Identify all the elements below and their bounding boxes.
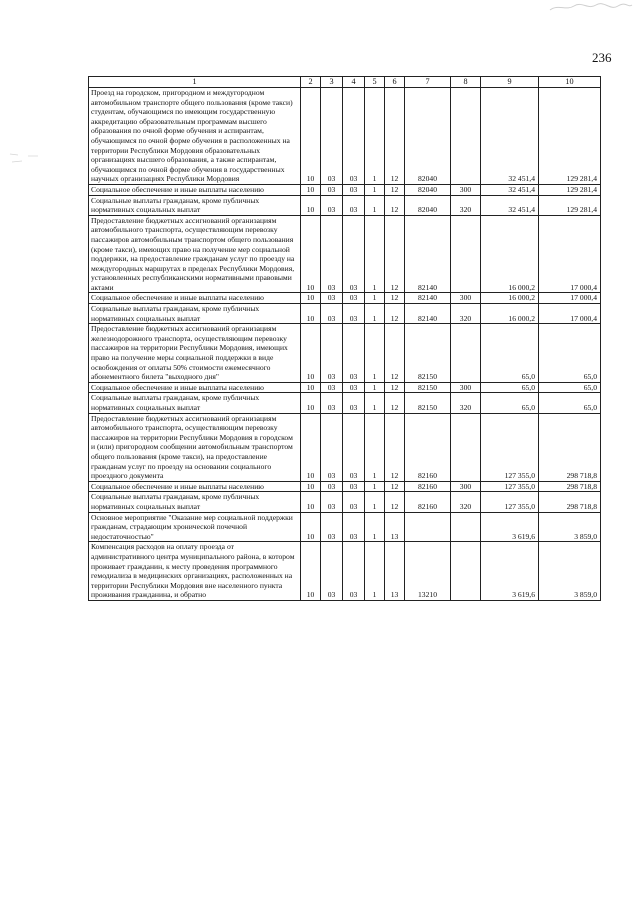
amount-col9-cell: 32 451,4 (481, 88, 539, 185)
col4-cell: 03 (343, 413, 365, 481)
table-body (89, 77, 601, 601)
target-code-cell: 82140 (405, 304, 451, 324)
amount-col9-cell: 32 451,4 (481, 184, 539, 195)
col2-cell: 10 (301, 195, 321, 215)
header-cell: 10 (539, 77, 601, 88)
amount-col10-cell: 17 000,4 (539, 215, 601, 293)
header-cell: 8 (451, 77, 481, 88)
header-cell: 6 (385, 77, 405, 88)
row-name-cell: Основное мероприятие "Оказание мер социальной поддержки гражданам, страдающим хронической почечной недостаточностью" (89, 512, 301, 542)
target-code-cell: 82140 (405, 293, 451, 304)
expense-type-cell (451, 542, 481, 601)
col5-cell: 1 (365, 293, 385, 304)
budget-table (88, 76, 601, 601)
col3-cell: 03 (321, 293, 343, 304)
col2-cell: 10 (301, 393, 321, 413)
row-name-cell: Предоставление бюджетных ассигнований организациям железнодорожного транспорта, осуществляющим перевозку пассажиров на территории Республики Мордовия, имеющих право на получение меры социальной поддержки в виде освобождения от оплаты 50% стоимости ежемесячного абонементного билета "выходного дня" (89, 324, 301, 383)
amount-col10-cell: 65,0 (539, 324, 601, 383)
table-row (89, 512, 601, 542)
expense-type-cell (451, 413, 481, 481)
col4-cell: 03 (343, 88, 365, 185)
header-cell: 7 (405, 77, 451, 88)
target-code-cell: 82160 (405, 481, 451, 492)
row-name-cell: Социальные выплаты гражданам, кроме публичных нормативных социальных выплат (89, 393, 301, 413)
col6-cell: 12 (385, 184, 405, 195)
amount-col9-cell: 16 000,2 (481, 215, 539, 293)
col5-cell: 1 (365, 215, 385, 293)
expense-type-cell: 300 (451, 184, 481, 195)
col5-cell: 1 (365, 382, 385, 393)
table-row (89, 382, 601, 393)
amount-col9-cell: 32 451,4 (481, 195, 539, 215)
row-name-cell: Компенсация расходов на оплату проезда от административного центра муниципального района, в котором проживает гражданин, к месту проведения программного гемодиализа в медицинских организациях, расположенных на территории Республики Мордовия вне населенного пункта проживания гражданина, и обратно (89, 542, 301, 601)
amount-col9-cell: 127 355,0 (481, 492, 539, 512)
expense-type-cell: 320 (451, 492, 481, 512)
col6-cell: 13 (385, 542, 405, 601)
col6-cell: 12 (385, 481, 405, 492)
col4-cell: 03 (343, 492, 365, 512)
expense-type-cell: 320 (451, 304, 481, 324)
col2-cell: 10 (301, 492, 321, 512)
col6-cell: 12 (385, 382, 405, 393)
col2-cell: 10 (301, 215, 321, 293)
amount-col10-cell: 129 281,4 (539, 184, 601, 195)
row-name-cell: Социальные выплаты гражданам, кроме публичных нормативных социальных выплат (89, 304, 301, 324)
target-code-cell: 82150 (405, 382, 451, 393)
margin-marks (8, 150, 58, 166)
row-name-cell: Социальное обеспечение и иные выплаты населению (89, 293, 301, 304)
amount-col10-cell: 129 281,4 (539, 88, 601, 185)
table-row (89, 542, 601, 601)
col2-cell: 10 (301, 481, 321, 492)
col3-cell: 03 (321, 492, 343, 512)
row-name-cell: Социальное обеспечение и иные выплаты населению (89, 184, 301, 195)
col3-cell: 03 (321, 195, 343, 215)
col6-cell: 12 (385, 304, 405, 324)
amount-col10-cell: 17 000,4 (539, 293, 601, 304)
target-code-cell: 82150 (405, 393, 451, 413)
col6-cell: 12 (385, 324, 405, 383)
table-row (89, 184, 601, 195)
col3-cell: 03 (321, 382, 343, 393)
amount-col10-cell: 3 859,0 (539, 512, 601, 542)
col2-cell: 10 (301, 184, 321, 195)
col3-cell: 03 (321, 88, 343, 185)
table-row (89, 304, 601, 324)
col4-cell: 03 (343, 215, 365, 293)
target-code-cell: 82040 (405, 184, 451, 195)
col6-cell: 12 (385, 393, 405, 413)
col6-cell: 12 (385, 215, 405, 293)
expense-type-cell: 300 (451, 382, 481, 393)
row-name-cell: Социальное обеспечение и иные выплаты населению (89, 481, 301, 492)
amount-col10-cell: 129 281,4 (539, 195, 601, 215)
amount-col9-cell: 16 000,2 (481, 304, 539, 324)
target-code-cell: 82040 (405, 88, 451, 185)
amount-col9-cell: 3 619,6 (481, 542, 539, 601)
amount-col9-cell: 127 355,0 (481, 481, 539, 492)
col4-cell: 03 (343, 512, 365, 542)
amount-col9-cell: 127 355,0 (481, 413, 539, 481)
expense-type-cell (451, 512, 481, 542)
amount-col10-cell: 298 718,8 (539, 413, 601, 481)
col5-cell: 1 (365, 413, 385, 481)
col4-cell: 03 (343, 481, 365, 492)
header-cell: 9 (481, 77, 539, 88)
col5-cell: 1 (365, 195, 385, 215)
amount-col9-cell: 3 619,6 (481, 512, 539, 542)
table-row (89, 481, 601, 492)
col4-cell: 03 (343, 293, 365, 304)
col3-cell: 03 (321, 304, 343, 324)
row-name-cell: Предоставление бюджетных ассигнований организациям автомобильного транспорта, осуществляющим перевозку пассажиров автомобильным транспортом общего пользования (кроме такси), имеющих право на получение мер социальной поддержки, на предоставление гражданам услуг по проезду на междугородных маршрутах в пределах Республики Мордовия, установленных республиканскими нормативными правовыми актами (89, 215, 301, 293)
col3-cell: 03 (321, 481, 343, 492)
row-name-cell: Социальные выплаты гражданам, кроме публичных нормативных социальных выплат (89, 492, 301, 512)
col5-cell: 1 (365, 512, 385, 542)
header-cell: 3 (321, 77, 343, 88)
target-code-cell: 13210 (405, 542, 451, 601)
expense-type-cell: 300 (451, 293, 481, 304)
col5-cell: 1 (365, 184, 385, 195)
table-header-row (89, 77, 601, 88)
amount-col10-cell: 3 859,0 (539, 542, 601, 601)
expense-type-cell (451, 88, 481, 185)
expense-type-cell: 320 (451, 393, 481, 413)
header-cell: 1 (89, 77, 301, 88)
col5-cell: 1 (365, 324, 385, 383)
expense-type-cell: 300 (451, 481, 481, 492)
col4-cell: 03 (343, 382, 365, 393)
col3-cell: 03 (321, 215, 343, 293)
table-row (89, 215, 601, 293)
col6-cell: 13 (385, 512, 405, 542)
col3-cell: 03 (321, 542, 343, 601)
amount-col10-cell: 65,0 (539, 382, 601, 393)
table-row (89, 88, 601, 185)
col2-cell: 10 (301, 382, 321, 393)
col5-cell: 1 (365, 542, 385, 601)
col4-cell: 03 (343, 542, 365, 601)
budget-table-container (88, 76, 601, 601)
col5-cell: 1 (365, 88, 385, 185)
row-name-cell: Социальное обеспечение и иные выплаты населению (89, 382, 301, 393)
header-cell: 4 (343, 77, 365, 88)
col4-cell: 03 (343, 195, 365, 215)
col6-cell: 12 (385, 195, 405, 215)
target-code-cell: 82140 (405, 215, 451, 293)
col4-cell: 03 (343, 393, 365, 413)
row-name-cell: Социальные выплаты гражданам, кроме публичных нормативных социальных выплат (89, 195, 301, 215)
col2-cell: 10 (301, 413, 321, 481)
col2-cell: 10 (301, 324, 321, 383)
col4-cell: 03 (343, 324, 365, 383)
col2-cell: 10 (301, 88, 321, 185)
amount-col10-cell: 298 718,8 (539, 481, 601, 492)
amount-col10-cell: 65,0 (539, 393, 601, 413)
expense-type-cell (451, 324, 481, 383)
col5-cell: 1 (365, 492, 385, 512)
table-row (89, 393, 601, 413)
row-name-cell: Проезд на городском, пригородном и междугородном автомобильном транспорте общего пользования (кроме такси) студентам, обучающимся по имеющим государственную аккредитацию образовательным программам высшего образования по очной форме обучения и аспирантам, обучающимся по очной форме обучения в расположенных на территории Республики Мордовия образовательных организациях высшего образования, а также аспирантам, обучающимся по очной форме обучения в государственных научных организациях Республики Мордовия (89, 88, 301, 185)
amount-col10-cell: 17 000,4 (539, 304, 601, 324)
target-code-cell: 82160 (405, 492, 451, 512)
col6-cell: 12 (385, 492, 405, 512)
col5-cell: 1 (365, 481, 385, 492)
row-name-cell: Предоставление бюджетных ассигнований организациям автомобильного транспорта, осуществляющим перевозку пассажиров на территории Республики Мордовия в городском и (или) пригородном сообщении автомобильным транспортом общего пользования (кроме такси), на предоставление гражданам услуг по проезду на основании социального проездного документа (89, 413, 301, 481)
col4-cell: 03 (343, 184, 365, 195)
table-row (89, 324, 601, 383)
amount-col9-cell: 65,0 (481, 393, 539, 413)
col3-cell: 03 (321, 512, 343, 542)
col6-cell: 12 (385, 88, 405, 185)
col2-cell: 10 (301, 304, 321, 324)
header-cell: 2 (301, 77, 321, 88)
header-cell: 5 (365, 77, 385, 88)
target-code-cell: 82160 (405, 413, 451, 481)
table-row (89, 195, 601, 215)
table-row (89, 293, 601, 304)
col5-cell: 1 (365, 393, 385, 413)
col6-cell: 12 (385, 413, 405, 481)
corner-scribble (548, 2, 634, 12)
col3-cell: 03 (321, 413, 343, 481)
table-row (89, 413, 601, 481)
table-row (89, 492, 601, 512)
page-number: 236 (592, 50, 612, 65)
expense-type-cell (451, 215, 481, 293)
col6-cell: 12 (385, 293, 405, 304)
col3-cell: 03 (321, 393, 343, 413)
col2-cell: 10 (301, 542, 321, 601)
col2-cell: 10 (301, 512, 321, 542)
target-code-cell (405, 512, 451, 542)
col2-cell: 10 (301, 293, 321, 304)
amount-col9-cell: 16 000,2 (481, 293, 539, 304)
amount-col10-cell: 298 718,8 (539, 492, 601, 512)
amount-col9-cell: 65,0 (481, 324, 539, 383)
amount-col9-cell: 65,0 (481, 382, 539, 393)
target-code-cell: 82040 (405, 195, 451, 215)
target-code-cell: 82150 (405, 324, 451, 383)
col3-cell: 03 (321, 184, 343, 195)
col3-cell: 03 (321, 324, 343, 383)
expense-type-cell: 320 (451, 195, 481, 215)
col4-cell: 03 (343, 304, 365, 324)
col5-cell: 1 (365, 304, 385, 324)
